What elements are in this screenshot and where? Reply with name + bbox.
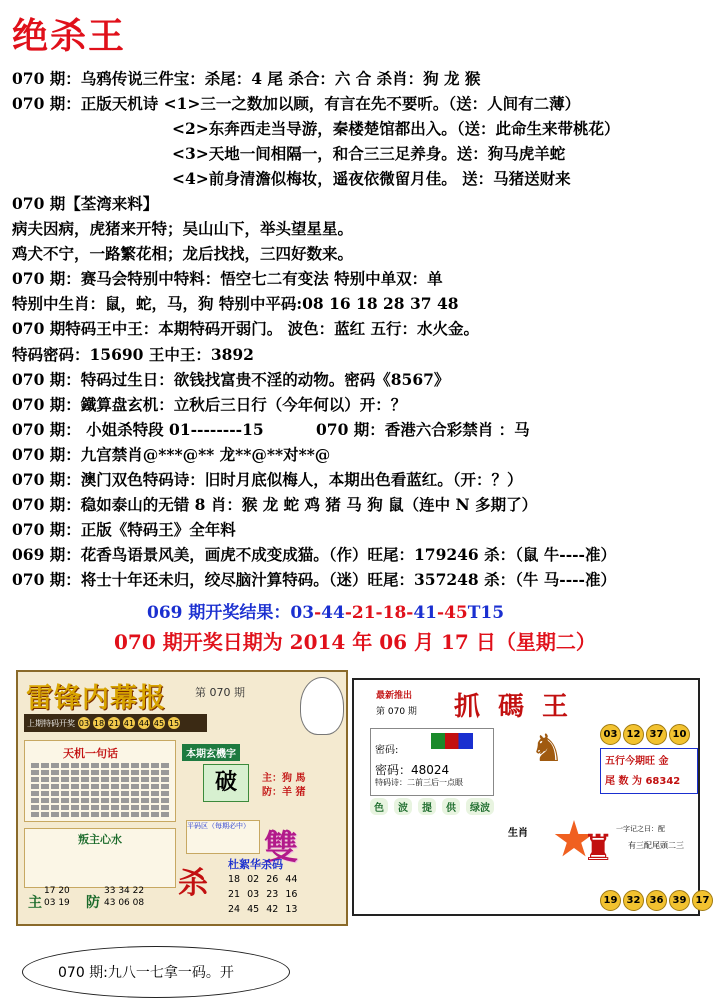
code-value: 密码：48024 [375,763,450,777]
last-draw-ball: 21 [108,718,120,728]
zhu-label: 主 [28,895,42,911]
text-line: 鸡犬不宁，一路繁花相；龙后找找，三四好数来。 [12,244,354,263]
text-line: 070 期【荃湾来料】 [12,194,159,213]
last-draw-row [24,714,207,732]
text-line: 070 期：乌鸦传说三件宝：杀尾：4 尾 杀合：六 合 杀肖：狗 龙 猴 [12,69,481,88]
zi-line: 一字记之曰：配 [616,825,665,833]
leifeng-title: 雷锋内幕报 [26,683,166,714]
duxuhua-title: 杜絮华杀码 [228,858,283,871]
code-label: 密码: [375,745,399,756]
text-line: 070 期：赛马会特别中特料：悟空七二有变法 特别中单双：单 [12,269,443,288]
vertical-columns [370,820,570,896]
text-line: 病夫因病，虎猪来开特；吴山山下，举头望星星。 [12,219,354,238]
result-number: 18 [382,603,407,623]
xuanji-label: 本期玄機字 [182,744,240,761]
lion-icon: ♞ [530,726,565,770]
shengxiao-label: 生肖 [508,828,528,839]
text-line: 070 期：稳如泰山的无错 8 肖：猴 龙 蛇 鸡 猪 马 狗 鼠（连中 N 多期了） [12,495,538,514]
leifeng-newspaper-image [16,670,348,926]
draw-result: 069 期开奖结果：03-44-21-18-41-45T15 [147,603,505,623]
top-balls [600,724,690,745]
new-label: 最新推出 [376,691,413,701]
last-draw-ball: 03 [78,718,90,728]
zmw-title: 抓碼王 [454,692,587,722]
text-line: 070 期：鐵算盘玄机：立秋后三日行（今年何以）开：？ [12,395,407,414]
fang-numbers: 33 34 22 [104,886,145,896]
hk-ban-line: 070 期：香港六合彩禁肖 ：马 [316,420,530,439]
last-draw-ball: 41 [123,718,135,728]
page-title: 绝杀王 [12,16,127,57]
tab-label: 提 [418,798,436,815]
text-line: 070 期：特码过生日：欲钱找富贵不淫的动物。密码《8567》 [12,370,450,389]
speech-bubble-icon [300,677,344,735]
text-line: <3>天地一间相隔一，和合三三足养身。送：狗马虎羊蛇 [172,144,566,163]
code-poem: 特码诗：二前三后一点眼 [375,778,463,787]
bubble-text: 070 期:九八一七拿一码。开 [58,965,234,981]
last-draw-ball: 44 [138,718,150,728]
text-line: 070 期特码王中王：本期特码开弱门。 波色：蓝红 五行：水火金。 [12,319,480,338]
leifeng-issue: 第 070 期 [195,686,245,699]
number-ball: 19 [600,890,621,911]
zhu-text: 主：狗 馬 [262,773,306,784]
number-ball: 10 [669,724,690,745]
fang-numbers: 43 06 08 [104,898,145,908]
bottom-balls [600,890,713,911]
duxuhua-row: 24 45 42 13 [228,904,298,915]
duxuhua-row: 18 02 26 44 [228,874,298,885]
last-draw-ball: 18 [93,718,105,728]
number-ball: 37 [646,724,667,745]
tianji-title: 天机一句话 [63,747,118,760]
text-line: 070 期：澳门双色特码诗：旧时月底似梅人，本期出色看蓝红。（开：？） [12,470,523,489]
xuanji-char: 破 [203,764,249,802]
pingma-box: 平码区（每期必中） [186,820,260,854]
text-line: 特码密码：15690 王中王：3892 [12,345,254,364]
text-line: 070 期： 小姐杀特段 01--------15 [12,420,264,439]
draw-result-label: 069 期开奖结果： [147,603,291,623]
number-ball: 32 [623,890,644,911]
text-line: 070 期：九宫禁肖@***@** 龙**@**对**@ [12,445,331,464]
tail-line: 尾 数 为 68342 [605,776,681,787]
wuxing-line: 五行今期旺 金 [605,756,669,767]
panzhu-box [24,828,176,888]
kill-char: 杀 [178,866,208,901]
zhu-fang [262,772,305,800]
zmw-issue: 第 070 期 [376,707,417,717]
number-ball: 36 [646,890,667,911]
result-number: 41 [413,603,438,623]
panzhu-title: 叛主心水 [78,833,122,846]
result-special: T15 [467,603,505,623]
tab-label: 波 [394,798,412,815]
result-number: 44 [321,603,345,623]
tab-label: 供 [442,798,460,815]
number-ball: 03 [600,724,621,745]
text-line: 069 期：花香鸟语景风美，画虎不成变成猫。（作）旺尾：179246 杀：（鼠 牛----准） [12,545,616,564]
fang-text: 防：羊 猪 [262,787,306,798]
tab-label: 绿波 [466,798,494,815]
last-draw-ball: 15 [168,718,180,728]
text-line: 070 期：将士十年还未归，绞尽脑汁算特码。（迷）旺尾：357248 杀：（牛 马----准） [12,570,616,589]
zi-line-2: 有三配尾頭二三 [628,841,684,850]
duxuhua-numbers [228,872,297,917]
duxuhua-row: 21 03 23 16 [228,889,298,900]
result-number: 03 [290,603,315,623]
text-line: 070 期：正版天机诗 <1>三一之数加以顾，有言在先不要听。（送：人间有二薄） [12,94,581,113]
tianji-box [24,740,176,822]
result-number: 21 [351,603,376,623]
color-tabs [370,798,494,815]
number-ball: 12 [623,724,644,745]
rooster-icon: ♜ [582,828,615,869]
zhu-numbers: 17 20 [44,886,70,896]
number-ball: 17 [692,890,713,911]
draw-date: 070 期开奖日期为 2014 年 06 月 17 日（星期二） [114,630,596,654]
shuang-char: 雙 [264,828,298,868]
tab-label: 色 [370,798,388,815]
code-box [370,728,494,796]
text-line: <2>东奔西走当导游，秦楼楚馆都出入。（送：此命生来带桃花） [172,119,620,138]
last-draw-ball: 45 [153,718,165,728]
wuxing-box [600,748,698,794]
text-line: 特别中生肖：鼠，蛇，马，狗 特别中平码:08 16 18 28 37 48 [12,294,459,313]
last-draw-label: 上期特码开奖 [27,718,75,728]
zhu-numbers: 03 19 [44,898,70,908]
zhuamawang-newspaper-image [352,678,710,916]
number-ball: 39 [669,890,690,911]
text-line: 070 期：正版《特码王》全年料 [12,520,236,539]
result-number: 45 [444,603,468,623]
color-blocks-icon [431,733,473,749]
text-line: <4>前身清澹似梅妆，遥夜依微留月佳。 送：马猪送财来 [172,169,571,188]
fang-label: 防 [86,895,100,911]
zhu-fang-numbers [24,886,174,920]
